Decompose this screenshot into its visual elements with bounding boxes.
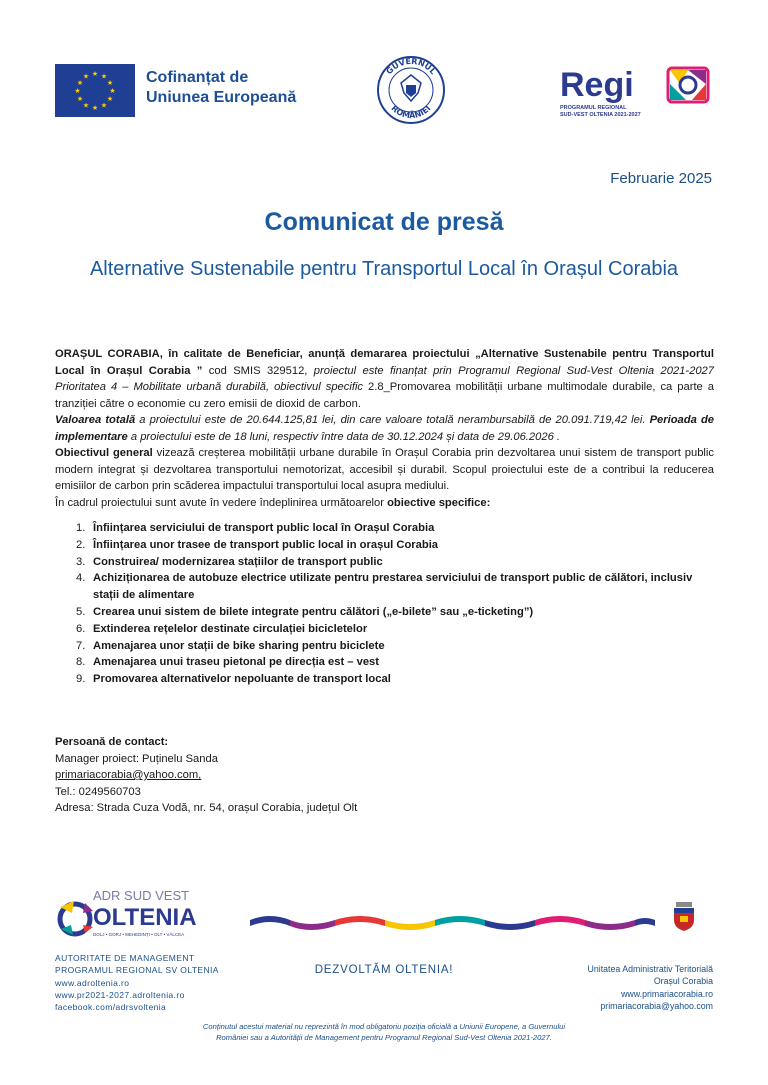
eu-flag-icon bbox=[55, 64, 135, 117]
period-text: a proiectului este de 18 luni, respectiv între data de 30.12.2024 și data de 29.06.2026 . bbox=[127, 430, 561, 443]
svg-text:★: ★ bbox=[76, 79, 84, 87]
svg-text:★: ★ bbox=[82, 72, 90, 81]
eu-cofinanced-label bbox=[146, 68, 296, 108]
intro-program-text: proiectul este finanțat prin Programul Regional Sud-Vest Oltenia 2021-2027 Prioritatea 4 – Mobilitate urbană durabilă, obiectivul specific bbox=[55, 364, 714, 393]
list-item-text: Achiziționarea de autobuze electrice utilizate pentru prestarea serviciului de transport public de călători, inclusiv stații de alimentare bbox=[93, 572, 693, 602]
svg-text:ROMÂNIEI: ROMÂNIEI bbox=[389, 103, 433, 121]
list-item-text: Înființarea unor trasee de transport public local in orașul Corabia bbox=[93, 538, 439, 551]
eu-text-line1: Cofinanțat de bbox=[146, 69, 249, 86]
footer-link-email[interactable]: primariacorabia@yahoo.com bbox=[600, 1001, 713, 1012]
footer-right-line: Unitatea Administrativ Teritorială bbox=[587, 964, 713, 974]
list-item-number: 3. bbox=[76, 555, 86, 568]
svg-text:PROGRAMUL REGIONAL: PROGRAMUL REGIONAL bbox=[560, 105, 627, 111]
value-label: Valoarea totală bbox=[55, 414, 136, 426]
svg-text:SUD-VEST OLTENIA 2021-2027: SUD-VEST OLTENIA 2021-2027 bbox=[560, 112, 641, 118]
footer-left-line: PROGRAMUL REGIONAL SV OLTENIA bbox=[55, 965, 219, 976]
svg-text:★: ★ bbox=[74, 87, 81, 95]
list-item-text: Amenajarea unui traseu pietonal pe direcția est – vest bbox=[93, 656, 380, 669]
list-item-number: 5. bbox=[76, 605, 86, 618]
svg-text:★: ★ bbox=[106, 79, 114, 87]
list-item bbox=[55, 671, 714, 688]
contact-manager: Manager proiect: Puținelu Sanda bbox=[55, 752, 218, 765]
list-item-number: 6. bbox=[76, 622, 86, 635]
specific-objectives-list bbox=[55, 520, 714, 688]
list-item-text: Crearea unui sistem de bilete integrate pentru călători („e-bilete” sau „e-ticketing”) bbox=[93, 605, 534, 618]
general-objective-label: Obiectivul general bbox=[55, 447, 153, 459]
general-objective-text: vizează creșterea mobilității urbane durabile în Orașul Corabia prin dezvoltarea unui sistem de transport public modern integrat și dezvoltarea transportului nemotorizat, accesibil și durabil. Scopul proiectului este de a contribui la reducerea emisiilor de carbon prin scăderea impactului transportului local asupra mediului. bbox=[55, 447, 714, 492]
list-item-number: 8. bbox=[76, 656, 86, 669]
list-item-number: 7. bbox=[76, 639, 86, 652]
footer-link-facebook[interactable]: facebook.com/adrsvoltenia bbox=[55, 1002, 167, 1013]
contact-email-link[interactable]: primariacorabia@yahoo.com, bbox=[55, 769, 202, 781]
page-title: Comunicat de presă bbox=[264, 208, 504, 236]
svg-text:★: ★ bbox=[106, 95, 114, 103]
footer-right-line: Orașul Corabia bbox=[653, 976, 713, 987]
regio-logo bbox=[560, 62, 712, 122]
list-item-text: Amenajarea unor stații de bike sharing pentru biciclete bbox=[93, 639, 385, 652]
list-item bbox=[55, 654, 714, 671]
svg-text:OLTENIA: OLTENIA bbox=[93, 904, 197, 931]
value-paragraph bbox=[55, 412, 714, 445]
contact-heading: Persoană de contact: bbox=[55, 736, 169, 748]
intro-beneficiary-text: ORAȘUL CORABIA, în calitate de Beneficiar, anunță demararea proiectului „Alternative Sustenabile pentru Transportul Local în Orașul Corabia ” bbox=[55, 348, 714, 377]
document-date: Februarie 2025 bbox=[610, 170, 712, 187]
footer-slogan: DEZVOLTĂM OLTENIA! bbox=[314, 964, 454, 976]
svg-text:★: ★ bbox=[82, 101, 90, 110]
svg-text:Regi: Regi bbox=[560, 66, 634, 104]
list-item bbox=[55, 537, 714, 554]
specific-objectives-label: obiective specifice: bbox=[387, 496, 491, 509]
adr-oltenia-logo bbox=[55, 887, 245, 943]
government-seal-icon bbox=[376, 55, 446, 125]
intro-paragraph bbox=[55, 346, 714, 412]
period-label: Perioada de implementare bbox=[55, 414, 714, 443]
disclaimer-line2: României sau a Autorității de Management pentru Programul Regional Sud-Vest Oltenia 2021-2027. bbox=[216, 1033, 552, 1042]
footer-left-line: AUTORITATE DE MANAGEMENT bbox=[55, 953, 195, 963]
list-item bbox=[55, 554, 714, 571]
list-item bbox=[55, 638, 714, 655]
list-item bbox=[55, 621, 714, 638]
contact-address: Adresa: Strada Cuza Vodă, nr. 54, orașul Corabia, județul Olt bbox=[55, 802, 358, 814]
specific-objectives-intro bbox=[55, 495, 714, 512]
press-release-body bbox=[55, 346, 714, 511]
list-item-text: Promovarea alternativelor nepoluante de transport local bbox=[93, 673, 391, 686]
footer-link-primaria[interactable]: www.primariacorabia.ro bbox=[621, 988, 713, 999]
disclaimer-line1: Conținutul acestui material nu reprezintă în mod obligatoriu poziția oficială a Uniunii Europene, a Guvernului bbox=[202, 1022, 566, 1031]
svg-text:★: ★ bbox=[91, 104, 99, 112]
decorative-wave-band bbox=[250, 906, 655, 936]
footer-uat-corabia bbox=[588, 963, 714, 1013]
corabia-coat-of-arms-icon bbox=[672, 902, 696, 932]
eu-text-line2: Uniunea Europeană bbox=[146, 89, 297, 106]
list-item-number: 1. bbox=[76, 522, 86, 534]
specific-objectives-text: În cadrul proiectului sunt avute în vedere îndeplinirea următoarelor bbox=[55, 496, 388, 509]
svg-text:★: ★ bbox=[100, 72, 108, 81]
svg-text:GUVERNUL: GUVERNUL bbox=[384, 56, 438, 77]
list-item-number: 4. bbox=[76, 572, 86, 585]
svg-text:★: ★ bbox=[100, 101, 108, 110]
list-item bbox=[55, 520, 714, 537]
svg-text:DOLJ • GORJ • MEHEDINȚI • OLT: DOLJ • GORJ • MEHEDINȚI • OLT • VÂLCEA bbox=[93, 932, 185, 937]
list-item bbox=[55, 570, 714, 604]
svg-text:★: ★ bbox=[76, 95, 84, 103]
contact-phone: Tel.: 0249560703 bbox=[55, 785, 141, 798]
svg-text:★: ★ bbox=[109, 87, 116, 95]
list-item-text: Construirea/ modernizarea stațiilor de transport public bbox=[93, 555, 383, 568]
list-item-text: Extinderea rețelelor destinate circulației bicicletelor bbox=[93, 622, 368, 635]
list-item bbox=[55, 604, 714, 621]
footer-disclaimer bbox=[140, 1021, 628, 1043]
footer-managing-authority bbox=[55, 952, 219, 1013]
list-item-number: 9. bbox=[76, 673, 86, 686]
list-item-number: 2. bbox=[76, 538, 86, 551]
list-item-text: Înființarea serviciului de transport public local în Orașul Corabia bbox=[93, 522, 435, 534]
contact-block bbox=[55, 734, 357, 817]
svg-text:ADR SUD VEST: ADR SUD VEST bbox=[93, 888, 190, 903]
value-text: a proiectului este de 20.644.125,81 lei, din care valoare totală nerambursabilă de 20.091.719,42 lei. bbox=[135, 414, 650, 426]
footer-link-pr2021[interactable]: www.pr2021-2027.adroltenia.ro bbox=[55, 989, 185, 1000]
intro-objective-text: 2.8_Promovarea mobilității urbane multimodale durabile, ca parte a tranziției către o economie cu zero emisii de dioxid de carbon. bbox=[55, 381, 714, 410]
intro-smis-text: cod SMIS 329512, bbox=[202, 364, 314, 377]
footer-link-adroltenia[interactable]: www.adroltenia.ro bbox=[55, 977, 130, 988]
project-subtitle: Alternative Sustenabile pentru Transportul Local în Orașul Corabia bbox=[89, 258, 679, 280]
general-objective-paragraph bbox=[55, 445, 714, 495]
svg-text:★: ★ bbox=[91, 70, 99, 78]
